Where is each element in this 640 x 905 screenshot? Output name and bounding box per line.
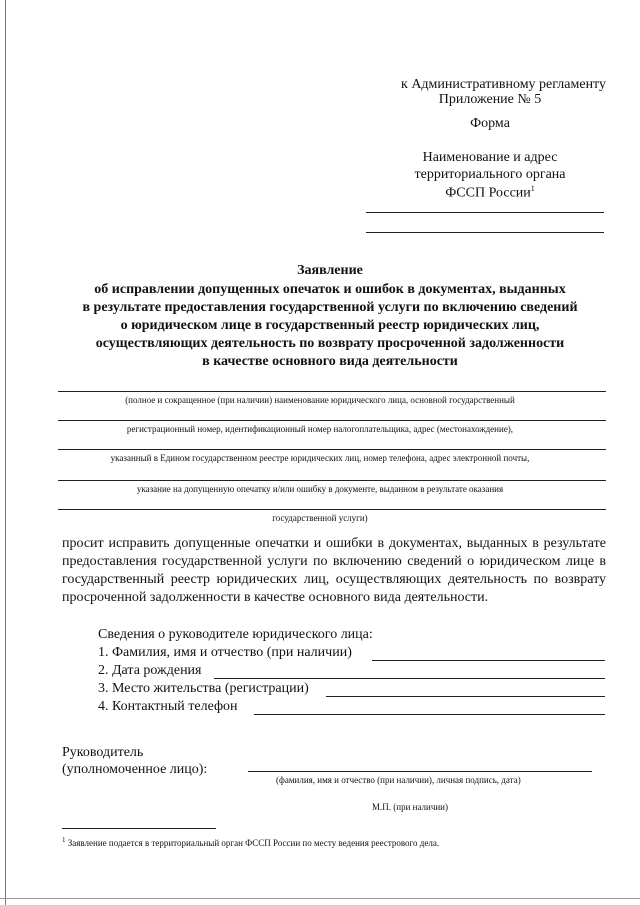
doc-title-line-3: в результате предоставления государственной услуги по включению сведений <box>82 300 578 315</box>
birth-date-line[interactable] <box>214 678 605 679</box>
org-line-1: Наименование и адрес <box>422 150 558 165</box>
hint-1: (полное и сокращенное (при наличии) наименование юридического лица, основной государственный <box>125 395 515 405</box>
regulation-ref: к Административному регламенту <box>401 77 606 92</box>
doc-title-line-2: об исправлении допущенных опечаток и ошибок в документах, выданных <box>94 282 566 297</box>
org-address-line-1[interactable] <box>366 212 604 213</box>
hint-5: государственной услуги) <box>272 513 368 523</box>
doc-title-line-6: в качестве основного вида деятельности <box>202 354 458 369</box>
signer-role-note: (уполномоченное лицо): <box>62 762 208 777</box>
applicant-line-4[interactable] <box>58 480 606 481</box>
request-paragraph: просит исправить допущенные опечатки и ошибки в документах, выданных в результате предоставления государственной услуги по включению сведений о юридическом лице в государственный реестр юридических лиц, осуществляющих деятельность по возврату просроченной задолженности в качестве основного вида деятельности. <box>62 536 606 605</box>
org-line-2: территориального органа <box>414 167 566 182</box>
head-info-label: Сведения о руководителе юридического лица: <box>98 627 373 642</box>
footnote-mark: 1 <box>62 836 66 844</box>
page-border-bottom <box>0 898 640 899</box>
applicant-line-5[interactable] <box>58 509 606 510</box>
hint-2: регистрационный номер, идентификационный номер налогоплательщика, адрес (местонахождение), <box>126 424 514 434</box>
doc-title-line-5: осуществляющих деятельность по возврату просроченной задолженности <box>95 336 565 351</box>
footnote-ref: 1 <box>530 184 535 193</box>
hint-3: указанный в Едином государственном реестре юридических лиц, номер телефона, адрес электронной почты, <box>110 453 530 463</box>
signature-line[interactable] <box>248 771 592 772</box>
item-residence: 3. Место жительства (регистрации) <box>98 681 309 696</box>
item-birth-date: 2. Дата рождения <box>98 663 202 678</box>
org-address-line-2[interactable] <box>366 232 604 233</box>
doc-title: Заявление <box>297 263 363 278</box>
phone-line[interactable] <box>254 714 605 715</box>
org-line-3: ФССП России$^1$ <box>445 184 535 201</box>
form-label: Форма <box>470 116 510 131</box>
stamp-note: М.П. (при наличии) <box>372 802 448 812</box>
hint-4: указание на допущенную опечатку и/или ошибку в документе, выданном в результате оказания <box>136 484 504 494</box>
footnote-text: Заявление подается в территориальный орган ФССП России по месту ведения реестрового дела. <box>67 838 440 848</box>
applicant-line-2[interactable] <box>58 420 606 421</box>
appendix-number: Приложение № 5 <box>438 92 542 107</box>
footnote-separator <box>62 828 216 829</box>
applicant-line-3[interactable] <box>58 449 606 450</box>
signer-role: Руководитель <box>62 745 144 760</box>
applicant-line-1[interactable] <box>58 391 606 392</box>
doc-title-line-4: о юридическом лице в государственный реестр юридических лиц, <box>120 318 540 333</box>
item-phone: 4. Контактный телефон <box>98 699 238 714</box>
page-border-left <box>5 0 6 905</box>
item-full-name: 1. Фамилия, имя и отчество (при наличии) <box>98 645 352 660</box>
signature-hint: (фамилия, имя и отчество (при наличии), личная подпись, дата) <box>276 775 521 785</box>
footnote <box>62 836 439 848</box>
full-name-line[interactable] <box>372 660 605 661</box>
residence-line[interactable] <box>326 696 605 697</box>
